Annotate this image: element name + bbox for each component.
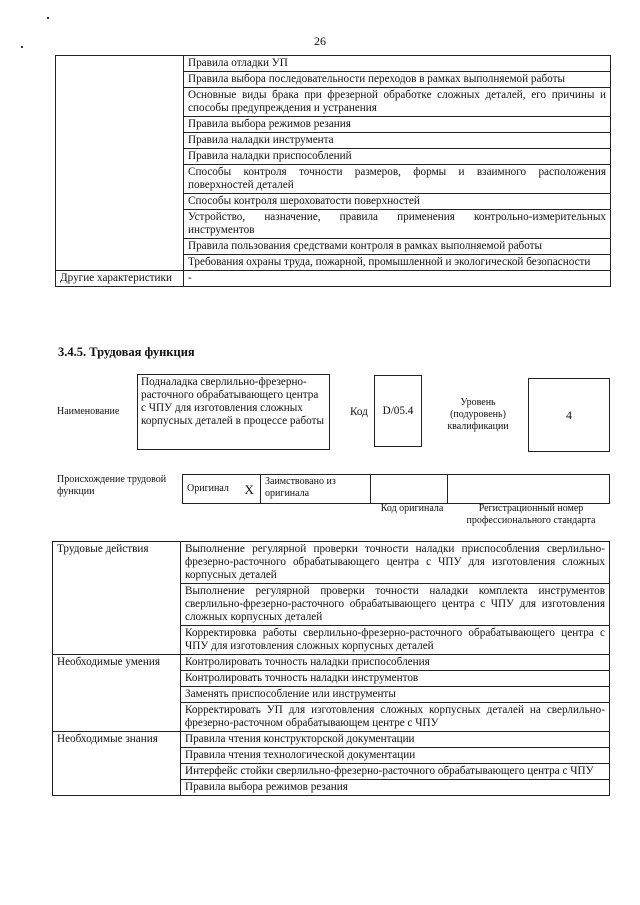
table-cell: Выполнение регулярной проверки точности наладки приспособления сверлильно-фрезерно-расточного обрабатывающего центра с ЧПУ для изготовления сложных корпусных деталей: [181, 542, 610, 584]
table-cell: Требования охраны труда, пожарной, промышленной и экологической безопасности: [184, 255, 611, 271]
table-cell: Способы контроля шероховатости поверхностей: [184, 194, 611, 210]
borrowed-label: Заимствовано из оригинала: [261, 475, 371, 504]
table-cell: Правила чтения технологической документации: [181, 748, 610, 764]
table-cell: Основные виды брака при фрезерной обработке сложных деталей, его причины и способы предупреждения и устранения: [184, 88, 611, 117]
table-cell: Корректировать УП для изготовления сложных корпусных деталей на сверлильно-фрезерно-расточном обрабатывающем центре с ЧПУ: [181, 703, 610, 732]
registration-caption: Регистрационный номер профессионального стандарта: [466, 503, 596, 526]
registration-number-cell: [448, 475, 610, 504]
level-box: [528, 378, 610, 452]
table-cell: Выполнение регулярной проверки точности наладки комплекта инструментов сверлильно-фрезерно-расточного обрабатывающего центра с ЧПУ для изготовления сложных корпусных деталей: [181, 584, 610, 626]
table-cell: Контролировать точность наладки инструментов: [181, 671, 610, 687]
table-row: [53, 732, 610, 748]
table-cell: Заменять приспособление или инструменты: [181, 687, 610, 703]
function-name: Подналадка сверлильно-фрезерно-расточного обрабатывающего центра с ЧПУ для изготовления сложных корпусных деталей в процессе работы: [141, 376, 324, 427]
table-cell: Правила пользования средствами контроля в рамках выполняемой работы: [184, 239, 611, 255]
table-cell: Интерфейс стойки сверлильно-фрезерно-расточного обрабатывающего центра с ЧПУ: [181, 764, 610, 780]
name-label: Наименование: [57, 406, 120, 417]
other-characteristics-label: Другие характеристики: [56, 271, 184, 287]
labor-function-table: [52, 541, 610, 796]
table-cell: Правила выбора последовательности переходов в рамках выполняемой работы: [184, 72, 611, 88]
page-number: 26: [314, 34, 326, 48]
function-name-box: [137, 374, 330, 450]
table-cell: Правила отладки УП: [184, 56, 611, 72]
table-cell: Правила наладки приспособлений: [184, 149, 611, 165]
other-characteristics-value: -: [184, 271, 611, 287]
table-row: [56, 56, 611, 72]
table-cell: Правила выбора режимов резания: [184, 117, 611, 133]
code-label: Код: [350, 406, 368, 418]
table-row: [183, 475, 610, 504]
table-row: [53, 655, 610, 671]
table-row: [53, 542, 610, 584]
group-label: Необходимые умения: [53, 655, 181, 732]
original-label: Оригинал: [183, 475, 239, 504]
original-code-cell: [371, 475, 448, 504]
table-cell: Устройство, назначение, правила применения контрольно-измерительных инструментов: [184, 210, 611, 239]
table-row: [56, 271, 611, 287]
group-label: Необходимые знания: [53, 732, 181, 796]
section-title: 3.4.5. Трудовая функция: [58, 345, 195, 359]
knowledge-table-continued: [55, 55, 611, 287]
table-cell: Правила чтения конструкторской документации: [181, 732, 610, 748]
code-caption: Код оригинала: [380, 503, 444, 514]
empty-label-cell: [56, 56, 184, 271]
table-cell: Контролировать точность наладки приспособления: [181, 655, 610, 671]
level-label: Уровень (подуровень) квалификации: [447, 397, 509, 432]
level-value: 4: [566, 407, 572, 422]
table-cell: Способы контроля точности размеров, формы и взаимного расположения поверхностей деталей: [184, 165, 611, 194]
table-cell: Правила выбора режимов резания: [181, 780, 610, 796]
origin-label: Происхождение трудовой функции: [57, 474, 167, 497]
scan-mark: [47, 17, 49, 19]
code-box: [374, 375, 422, 447]
function-code: D/05.4: [382, 404, 414, 417]
group-label: Трудовые действия: [53, 542, 181, 655]
table-cell: Правила наладки инструмента: [184, 133, 611, 149]
origin-table: [182, 474, 610, 504]
original-mark: X: [239, 475, 261, 504]
table-cell: Корректировка работы сверлильно-фрезерно-расточного обрабатывающего центра с ЧПУ для изготовления сложных корпусных деталей: [181, 626, 610, 655]
